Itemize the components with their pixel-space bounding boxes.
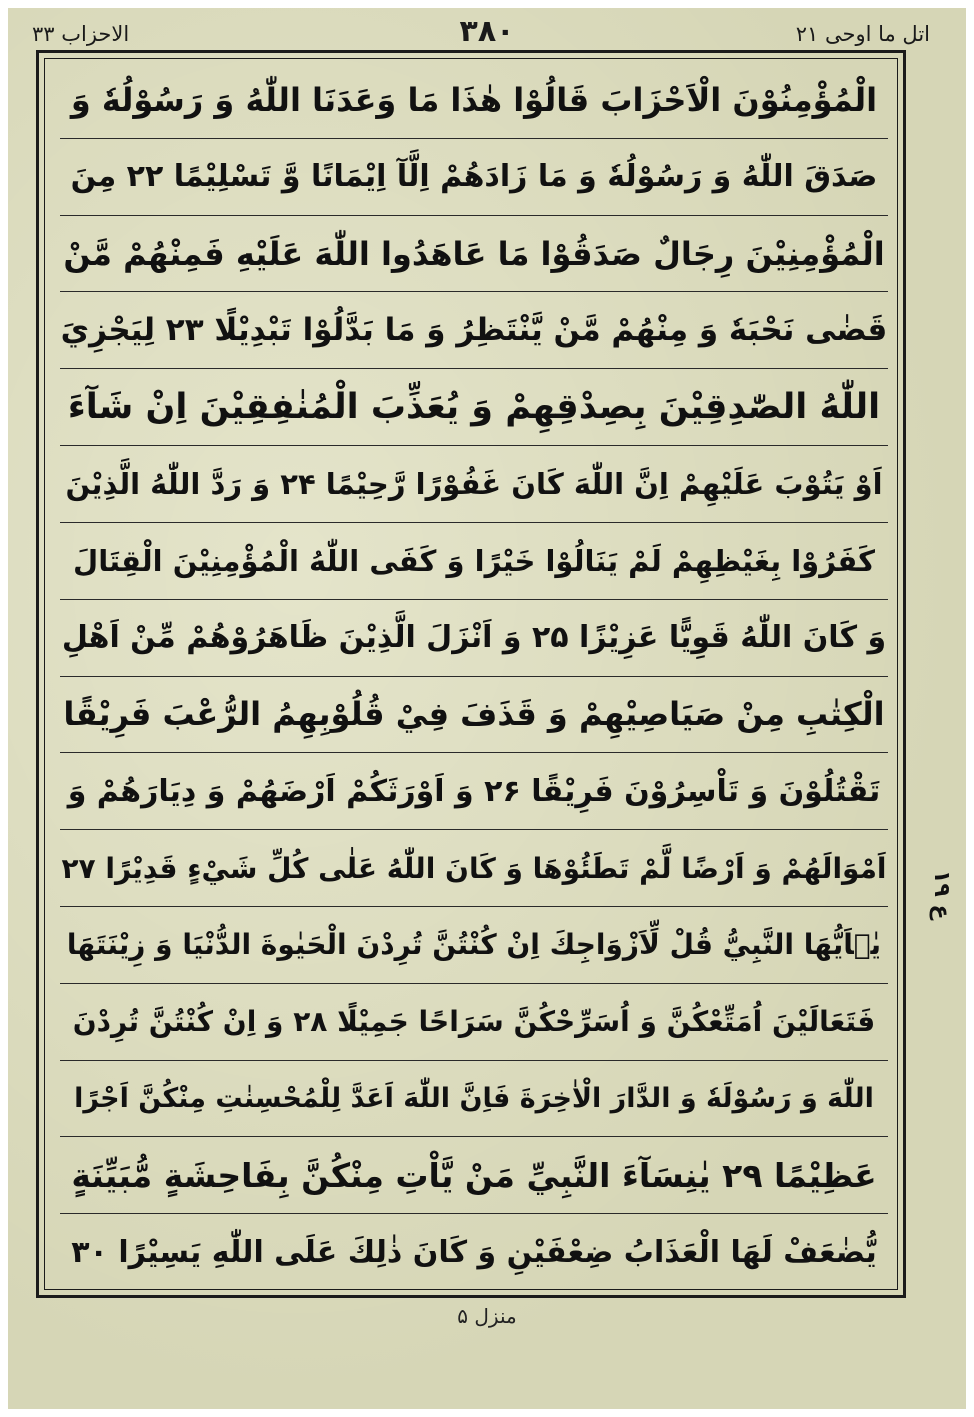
verse-line: قَضٰى نَحْبَهٗ وَ مِنْهُمْ مَّنْ يَّنْتَظِرُ وَ مَا بَدَّلُوْا تَبْدِيْلًا ۲۳ لِيَجْزِيَ <box>60 292 888 369</box>
verse-line: وَ كَانَ اللّٰهُ قَوِيًّا عَزِيْزًا ۲۵ وَ اَنْزَلَ الَّذِيْنَ ظَاهَرُوْهُمْ مِّنْ اَهْلِ <box>60 600 888 677</box>
verse-line: اللّٰهُ الصّٰدِقِيْنَ بِصِدْقِهِمْ وَ يُعَذِّبَ الْمُنٰفِقِيْنَ اِنْ شَآءَ <box>60 369 888 446</box>
manzil-footer: منزل ۵ <box>457 1304 517 1328</box>
verse-line: اَمْوَالَهُمْ وَ اَرْضًا لَّمْ تَطَئُوْهَا وَ كَانَ اللّٰهُ عَلٰى كُلِّ شَيْءٍ قَدِيْرًا ۲۷ <box>60 830 888 907</box>
verse-line: صَدَقَ اللّٰهُ وَ رَسُوْلُهٗ وَ مَا زَادَهُمْ اِلَّآ اِيْمَانًا وَّ تَسْلِيْمًا ۲۲ مِنَ <box>60 139 888 216</box>
verse-lines <box>60 62 888 1290</box>
verse-line: يُّضٰعَفْ لَهَا الْعَذَابُ ضِعْفَيْنِ وَ كَانَ ذٰلِكَ عَلَى اللّٰهِ يَسِيْرًا ۳۰ <box>71 1234 877 1270</box>
verse-line: اللّٰهَ وَ رَسُوْلَهٗ وَ الدَّارَ الْاٰخِرَةَ فَاِنَّ اللّٰهَ اَعَدَّ لِلْمُحْسِنٰتِ مِنْكُنَّ اَجْرًا <box>60 1061 888 1138</box>
verse-line: اَوْ يَتُوْبَ عَلَيْهِمْ اِنَّ اللّٰهَ كَانَ غَفُوْرًا رَّحِيْمًا ۲۴ وَ رَدَّ اللّٰهُ الَّذِيْنَ <box>60 446 888 523</box>
juz-title: اتل ما اوحی ۲۱ <box>795 22 930 46</box>
verse-line: الْمُؤْمِنِيْنَ رِجَالٌ صَدَقُوْا مَا عَاهَدُوا اللّٰهَ عَلَيْهِ فَمِنْهُمْ مَّنْ <box>60 216 888 293</box>
verse-line: فَتَعَالَيْنَ اُمَتِّعْكُنَّ وَ اُسَرِّحْكُنَّ سَرَاحًا جَمِيْلًا ۲۸ وَ اِنْ كُنْتُنَّ تُرِدْنَ <box>60 984 888 1061</box>
verse-line: الْمُؤْمِنُوْنَ الْاَحْزَابَ قَالُوْا هٰذَا مَا وَعَدَنَا اللّٰهُ وَ رَسُوْلُهٗ وَ <box>60 62 888 139</box>
ruku-marker: ع ۱۹ <box>929 870 954 920</box>
verse-line: تَقْتُلُوْنَ وَ تَاْسِرُوْنَ فَرِيْقًا ۲۶ وَ اَوْرَثَكُمْ اَرْضَهُمْ وَ دِيَارَهُمْ وَ <box>60 753 888 830</box>
verse-line: يٰۤاَيُّهَا النَّبِيُّ قُلْ لِّاَزْوَاجِكَ اِنْ كُنْتُنَّ تُرِدْنَ الْحَيٰوةَ الدُّنْيَا وَ زِيْنَتَهَا <box>60 907 888 984</box>
verse-line: عَظِيْمًا ۲۹ يٰنِسَآءَ النَّبِيِّ مَنْ يَّاْتِ مِنْكُنَّ بِفَاحِشَةٍ مُّبَيِّنَةٍ <box>60 1137 888 1214</box>
verse-line: الْكِتٰبِ مِنْ صَيَاصِيْهِمْ وَ قَذَفَ فِيْ قُلُوْبِهِمُ الرُّعْبَ فَرِيْقًا <box>60 677 888 754</box>
surah-title: الاحزاب ۳۳ <box>32 22 130 46</box>
page-number: ۳۸۰ <box>459 14 515 49</box>
verse-line: كَفَرُوْا بِغَيْظِهِمْ لَمْ يَنَالُوْا خَيْرًا وَ كَفَى اللّٰهُ الْمُؤْمِنِيْنَ الْقِتَالَ <box>60 523 888 600</box>
